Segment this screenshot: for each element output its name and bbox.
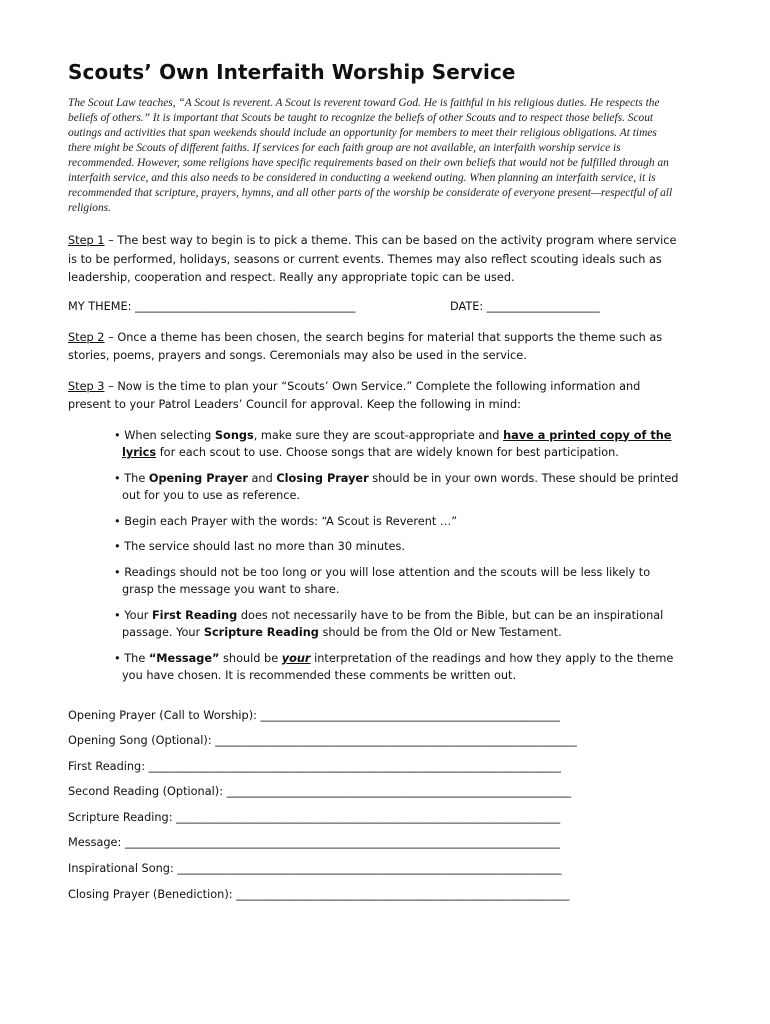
bullet-text: • Begin each Prayer with the words: “A Scout is Reverent …” xyxy=(114,514,458,528)
guidelines-list xyxy=(114,427,680,685)
bullet-text: should be in your own words. These should be printed out for you to use as reference. xyxy=(122,471,679,502)
step-2-paragraph xyxy=(68,329,680,366)
second-reading-field[interactable]: Second Reading (Optional): _____________________________________________________________ xyxy=(68,785,572,799)
document-page xyxy=(68,60,680,907)
step-1-text: – The best way to begin is to pick a theme. This can be based on the activity program where service is to be performed, holidays, seasons or current events. Themes may also reflect scouting ideals such as leadership, cooperation and respect. Really any appropriate topic can be used. xyxy=(68,234,677,284)
list-item xyxy=(114,427,680,462)
step-1-label: Step 1 xyxy=(68,234,105,247)
list-item xyxy=(114,564,680,599)
list-item xyxy=(114,470,680,505)
bullet-text: , make sure they are scout-appropriate and xyxy=(253,428,504,442)
bullet-text: should be from the Old or New Testament. xyxy=(318,626,562,639)
page-title: Scouts’ Own Interfaith Worship Service xyxy=(68,60,516,84)
intro-paragraph: The Scout Law teaches, “A Scout is reverent. A Scout is reverent toward God. He is faithful in his religious duties. He respects the beliefs of others.” It is important that Scouts be taught to recognize the beliefs of other Scouts and to respect those beliefs. Scout outings and activities that span weekends should include an opportunity for members to meet their religious obligations. At times there might be Scouts of different faiths. If services for each faith group are not available, an interfaith worship service is recommended. However, some religions have specific requirements based on their own beliefs that would not be fulfilled through an interfaith service, and this also needs to be considered in conducting a weekend outing. When planning an interfaith service, it is recommended that scripture, prayers, hymns, and all other parts of the worship be considerate of everyone present—respectful of all religions. xyxy=(68,97,673,214)
service-outline-fields xyxy=(68,703,680,908)
date-field[interactable]: DATE: ____________________ xyxy=(450,299,600,313)
bullet-text: for each scout to use. Choose songs that are widely known for best participation. xyxy=(156,446,619,459)
list-item xyxy=(114,538,680,556)
bullet-bold: Closing Prayer xyxy=(276,471,369,485)
closing-prayer-field[interactable]: Closing Prayer (Benediction): ___________________________________________________________ xyxy=(68,887,570,901)
my-theme-field[interactable]: MY THEME: _______________________________________ xyxy=(68,299,356,313)
step-3-text: – Now is the time to plan your “Scouts’ Own Service.” Complete the following information and present to your Patrol Leaders’ Council for approval. Keep the following in mind: xyxy=(68,379,641,411)
bullet-text: • The xyxy=(114,471,149,485)
opening-song-field[interactable]: Opening Song (Optional): ________________________________________________________________ xyxy=(68,734,577,748)
message-field[interactable]: Message: _____________________________________________________________________________ xyxy=(68,836,560,850)
inspirational-song-field[interactable]: Inspirational Song: ____________________________________________________________________ xyxy=(68,862,562,876)
bullet-text: does not necessarily have to be from the Bible, but can be an inspirational passage. Your xyxy=(122,608,664,639)
list-item xyxy=(114,513,680,531)
first-reading-field[interactable]: First Reading: _________________________________________________________________________ xyxy=(68,759,561,773)
step-2-label: Step 2 xyxy=(68,330,105,344)
bullet-bold: Songs xyxy=(214,428,254,442)
step-1-paragraph xyxy=(68,232,680,288)
theme-date-row xyxy=(68,300,680,313)
list-item xyxy=(114,607,680,642)
bullet-text: • When selecting xyxy=(114,428,215,442)
bullet-text: should be xyxy=(219,651,282,665)
step-3-paragraph xyxy=(68,378,680,415)
step-3-label: Step 3 xyxy=(68,379,105,393)
bullet-text: • Readings should not be too long or you will lose attention and the scouts will be less likely to grasp the message you want to share. xyxy=(114,565,651,596)
bullet-emphasis: your xyxy=(281,651,311,665)
scripture-reading-field[interactable]: Scripture Reading: ____________________________________________________________________ xyxy=(68,810,561,824)
bullet-text: • The xyxy=(114,651,149,665)
list-item xyxy=(114,650,680,685)
bullet-bold: “Message” xyxy=(148,651,220,665)
bullet-emphasis: have a printed copy of the lyrics xyxy=(122,428,672,459)
bullet-text: and xyxy=(247,471,277,485)
bullet-text: • The service should last no more than 30 minutes. xyxy=(114,540,405,553)
opening-prayer-field[interactable]: Opening Prayer (Call to Worship): _____________________________________________________ xyxy=(68,708,560,722)
bullet-bold: Scripture Reading xyxy=(203,626,319,639)
bullet-bold: Opening Prayer xyxy=(148,471,248,485)
step-2-text: – Once a theme has been chosen, the search begins for material that supports the theme such as stories, poems, prayers and songs. Ceremonials may also be used in the service. xyxy=(68,330,663,362)
bullet-bold: First Reading xyxy=(151,608,238,622)
bullet-text: • Your xyxy=(114,608,152,622)
bullet-text: interpretation of the readings and how they apply to the theme you have chosen. It is recommended these comments be written out. xyxy=(122,651,674,682)
